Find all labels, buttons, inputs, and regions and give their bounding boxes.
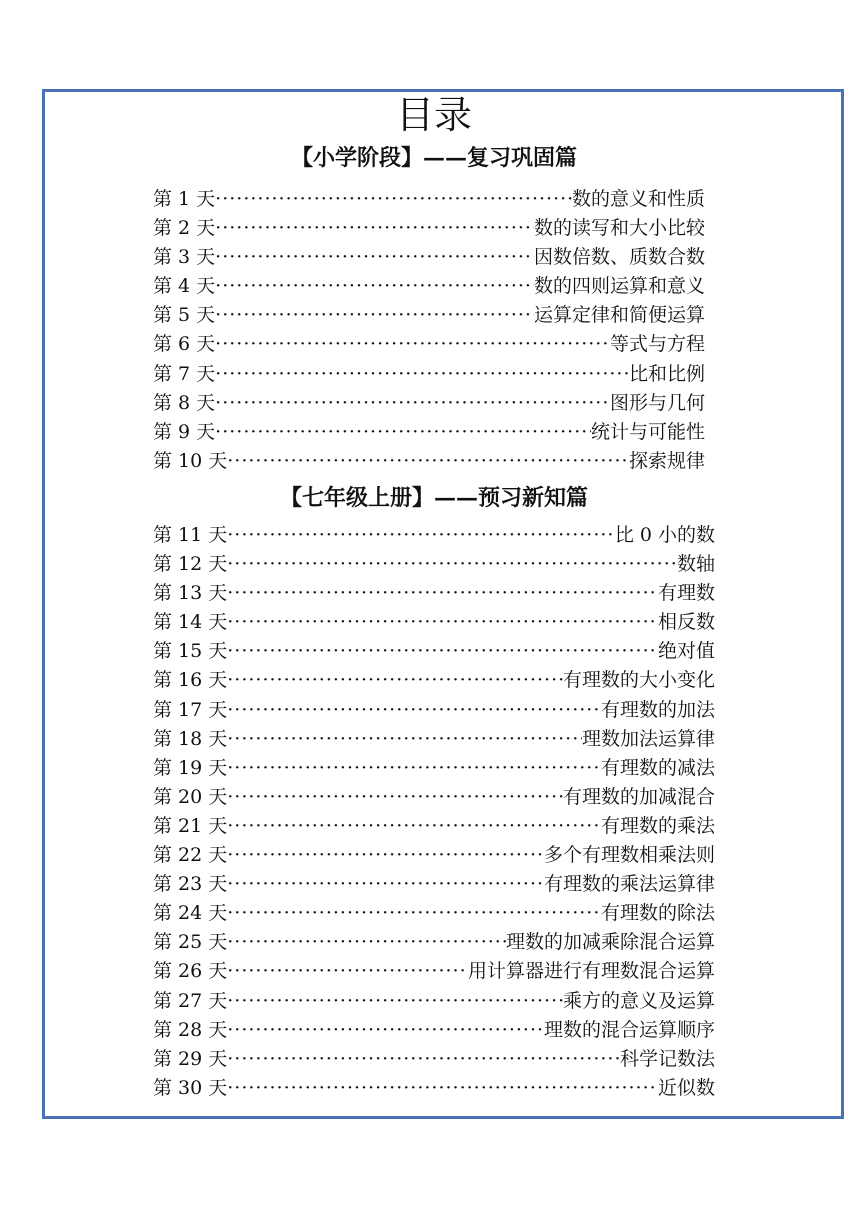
toc-topic-label: 运算定律和简便运算 — [533, 304, 705, 327]
toc-topic-label: 等式与方程 — [609, 333, 705, 356]
toc-topic-label: 理数的混合运算顺序 — [543, 1018, 715, 1041]
section-heading-grade7: 【七年级上册】——预习新知篇 — [279, 485, 588, 511]
toc-day-label: 第 30 天 — [153, 1076, 228, 1099]
toc-list-primary — [153, 185, 705, 476]
toc-topic-label: 绝对值 — [657, 640, 715, 663]
toc-dot-leader — [215, 243, 534, 272]
toc-topic-label: 有理数 — [657, 582, 715, 605]
toc-dot-leader — [227, 1045, 620, 1074]
toc-entry[interactable] — [153, 360, 705, 389]
toc-day-label: 第 1 天 — [153, 188, 216, 210]
toc-topic-label: 有理数的大小变化 — [562, 669, 715, 692]
toc-topic-label: 相反数 — [657, 611, 715, 634]
toc-dot-leader — [227, 987, 563, 1016]
toc-entry[interactable] — [153, 214, 705, 243]
toc-entry[interactable] — [153, 725, 715, 754]
toc-day-label: 第 24 天 — [153, 902, 228, 925]
toc-day-label: 第 3 天 — [153, 246, 216, 269]
toc-topic-label: 有理数的减法 — [600, 756, 715, 779]
toc-topic-label: 用计算器进行有理数混合运算 — [467, 960, 715, 983]
toc-dot-leader — [227, 783, 563, 812]
toc-entry[interactable] — [153, 330, 705, 359]
toc-day-label: 第 12 天 — [153, 553, 228, 576]
page-title: 目录 — [395, 93, 472, 137]
toc-entry[interactable] — [153, 418, 705, 447]
toc-entry[interactable] — [153, 389, 705, 418]
toc-entry[interactable] — [153, 550, 715, 579]
toc-dot-leader — [227, 899, 601, 928]
toc-day-label: 第 7 天 — [153, 362, 216, 385]
toc-topic-label: 近似数 — [657, 1076, 715, 1099]
toc-entry[interactable] — [153, 579, 715, 608]
toc-topic-label: 图形与几何 — [609, 391, 705, 414]
toc-entry[interactable] — [153, 521, 715, 550]
toc-dot-leader — [227, 870, 544, 899]
toc-day-label: 第 21 天 — [153, 814, 228, 837]
toc-dot-leader — [215, 418, 591, 447]
toc-day-label: 第 6 天 — [153, 333, 216, 356]
toc-day-label: 第 16 天 — [153, 669, 228, 692]
toc-day-label: 第 26 天 — [153, 960, 228, 983]
toc-entry[interactable] — [153, 841, 715, 870]
toc-day-label: 第 14 天 — [153, 611, 228, 634]
toc-topic-label: 多个有理数相乘法则 — [543, 844, 715, 867]
toc-topic-label: 有理数的乘法运算律 — [543, 873, 715, 896]
toc-day-label: 第 9 天 — [153, 420, 216, 443]
toc-dot-leader — [215, 389, 610, 418]
toc-entry[interactable] — [153, 447, 705, 476]
toc-entry[interactable] — [153, 812, 715, 841]
toc-topic-label: 数的读写和大小比较 — [533, 217, 705, 240]
toc-dot-leader — [227, 637, 658, 666]
toc-topic-label: 理数的加减乘除混合运算 — [505, 931, 715, 954]
toc-topic-label: 有理数的加减混合 — [562, 785, 715, 808]
toc-dot-leader — [227, 1016, 544, 1045]
toc-dot-leader — [227, 928, 506, 957]
toc-dot-leader — [215, 360, 629, 389]
toc-entry[interactable] — [153, 272, 705, 301]
toc-day-label: 第 10 天 — [153, 449, 228, 472]
toc-topic-label: 数轴 — [676, 553, 715, 576]
toc-dot-leader — [227, 841, 544, 870]
toc-dot-leader — [227, 754, 601, 783]
toc-topic-label: 因数倍数、质数合数 — [533, 246, 705, 269]
toc-topic-label: 理数加法运算律 — [581, 727, 715, 750]
toc-topic-label: 科学记数法 — [619, 1047, 715, 1070]
toc-day-label: 第 18 天 — [153, 727, 228, 750]
toc-day-label: 第 22 天 — [153, 844, 228, 867]
toc-dot-leader — [215, 301, 534, 330]
toc-entry[interactable] — [153, 1016, 715, 1045]
toc-dot-leader — [227, 666, 563, 695]
toc-day-label: 第 19 天 — [153, 756, 228, 779]
toc-dot-leader — [227, 725, 582, 754]
toc-day-label: 第 27 天 — [153, 989, 228, 1012]
toc-dot-leader — [227, 1074, 658, 1103]
toc-topic-label: 有理数的乘法 — [600, 814, 715, 837]
toc-entry[interactable] — [153, 185, 705, 214]
toc-entry[interactable] — [153, 987, 715, 1016]
toc-dot-leader — [215, 330, 610, 359]
toc-dot-leader — [227, 579, 658, 608]
toc-day-label: 第 11 天 — [153, 524, 228, 546]
toc-topic-label: 统计与可能性 — [590, 420, 705, 443]
toc-dot-leader — [227, 812, 601, 841]
toc-topic-label: 探索规律 — [628, 449, 705, 472]
toc-topic-label: 比 0 小的数 — [614, 524, 715, 546]
toc-entry[interactable] — [153, 783, 715, 812]
toc-day-label: 第 28 天 — [153, 1018, 228, 1041]
toc-dot-leader — [227, 696, 601, 725]
toc-topic-label: 有理数的除法 — [600, 902, 715, 925]
toc-list-grade7 — [153, 521, 715, 1103]
toc-entry[interactable] — [153, 301, 705, 330]
toc-day-label: 第 15 天 — [153, 640, 228, 663]
toc-day-label: 第 17 天 — [153, 698, 228, 721]
toc-topic-label: 数的意义和性质 — [571, 188, 705, 210]
section-heading-primary: 【小学阶段】——复习巩固篇 — [290, 145, 577, 171]
toc-day-label: 第 5 天 — [153, 304, 216, 327]
toc-entry[interactable] — [153, 957, 715, 986]
toc-day-label: 第 29 天 — [153, 1047, 228, 1070]
toc-day-label: 第 8 天 — [153, 391, 216, 414]
toc-day-label: 第 20 天 — [153, 785, 228, 808]
toc-topic-label: 数的四则运算和意义 — [533, 275, 705, 298]
toc-topic-label: 乘方的意义及运算 — [562, 989, 715, 1012]
toc-dot-leader — [227, 550, 677, 579]
toc-entry[interactable] — [153, 666, 715, 695]
toc-day-label: 第 2 天 — [153, 217, 216, 240]
toc-entry[interactable] — [153, 870, 715, 899]
toc-dot-leader — [215, 185, 572, 214]
toc-entry[interactable] — [153, 696, 715, 725]
toc-dot-leader — [227, 608, 658, 637]
toc-entry[interactable] — [153, 637, 715, 666]
toc-entry[interactable] — [153, 1074, 715, 1103]
toc-entry[interactable] — [153, 754, 715, 783]
toc-entry[interactable] — [153, 928, 715, 957]
toc-day-label: 第 13 天 — [153, 582, 228, 605]
toc-day-label: 第 4 天 — [153, 275, 216, 298]
toc-entry[interactable] — [153, 899, 715, 928]
toc-dot-leader — [227, 957, 468, 986]
toc-day-label: 第 23 天 — [153, 873, 228, 896]
toc-topic-label: 比和比例 — [628, 362, 705, 385]
toc-entry[interactable] — [153, 243, 705, 272]
toc-entry[interactable] — [153, 1045, 715, 1074]
toc-day-label: 第 25 天 — [153, 931, 228, 954]
toc-dot-leader — [215, 272, 534, 301]
toc-entry[interactable] — [153, 608, 715, 637]
toc-topic-label: 有理数的加法 — [600, 698, 715, 721]
toc-dot-leader — [227, 521, 615, 550]
toc-dot-leader — [215, 214, 534, 243]
toc-dot-leader — [227, 447, 629, 476]
